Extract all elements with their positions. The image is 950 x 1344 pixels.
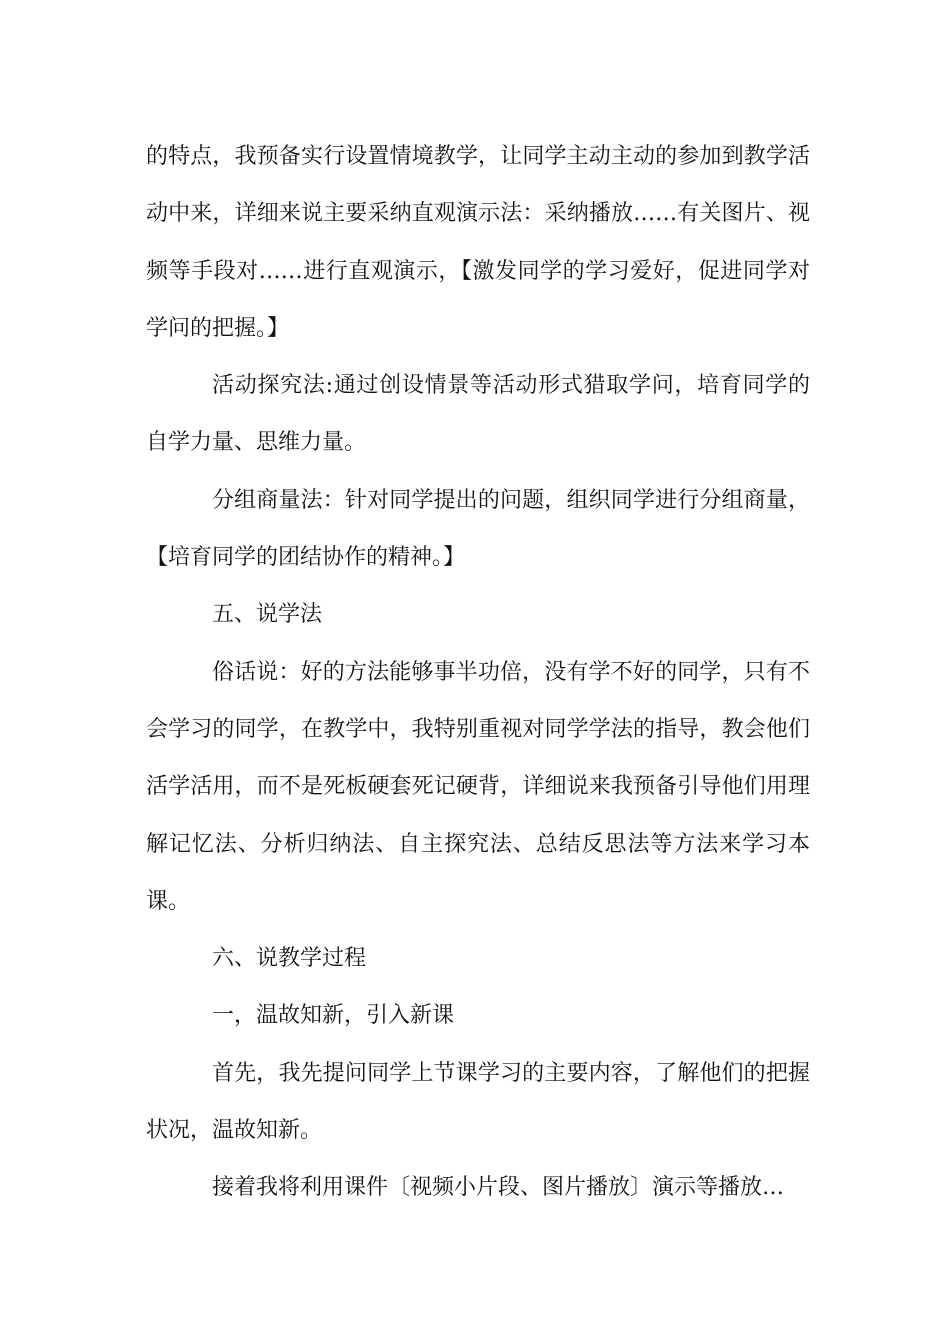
paragraph-courseware-demo: 接着我将利用课件〔视频小片段、图片播放〕演示等播放… xyxy=(212,1175,785,1201)
paragraph-learning-method: 俗话说：好的方法能够事半功倍，没有学不好的同学，只有不会学习的同学，在教学中，我特别重视对同学学法的指导，教会他们活学活用，而不是死板硬套死记硬背，详细说来我预备引导他们用理解记忆法、分析归纳法、自主探究法、总结反思法等方法来学习本课。 xyxy=(146,659,810,914)
section-heading-teaching-process: 六、说教学过程 xyxy=(212,946,367,972)
document-body xyxy=(146,128,810,1217)
paragraph-review-question: 首先，我先提问同学上节课学习的主要内容，了解他们的把握状况，温故知新。 xyxy=(146,1060,810,1144)
paragraph-activity-inquiry: 活动探究法:通过创设情景等活动形式猎取学问，培育同学的自学力量、思维力量。 xyxy=(146,373,810,456)
section-heading-learning-method: 五、说学法 xyxy=(212,602,323,628)
paragraph-teaching-method-intro: 的特点，我预备实行设置情境教学，让同学主动主动的参加到教学活动中来，详细来说主要采纳直观演示法：采纳播放……有关图片、视频等手段对……进行直观演示，【激发同学的学习爱好，促进同学对学问的把握。】 xyxy=(146,144,810,341)
subheading-review-intro: 一，温故知新，引入新课 xyxy=(212,1003,455,1029)
paragraph-group-discussion: 分组商量法：针对同学提出的问题，组织同学进行分组商量，【培育同学的团结协作的精神。】 xyxy=(146,487,810,571)
